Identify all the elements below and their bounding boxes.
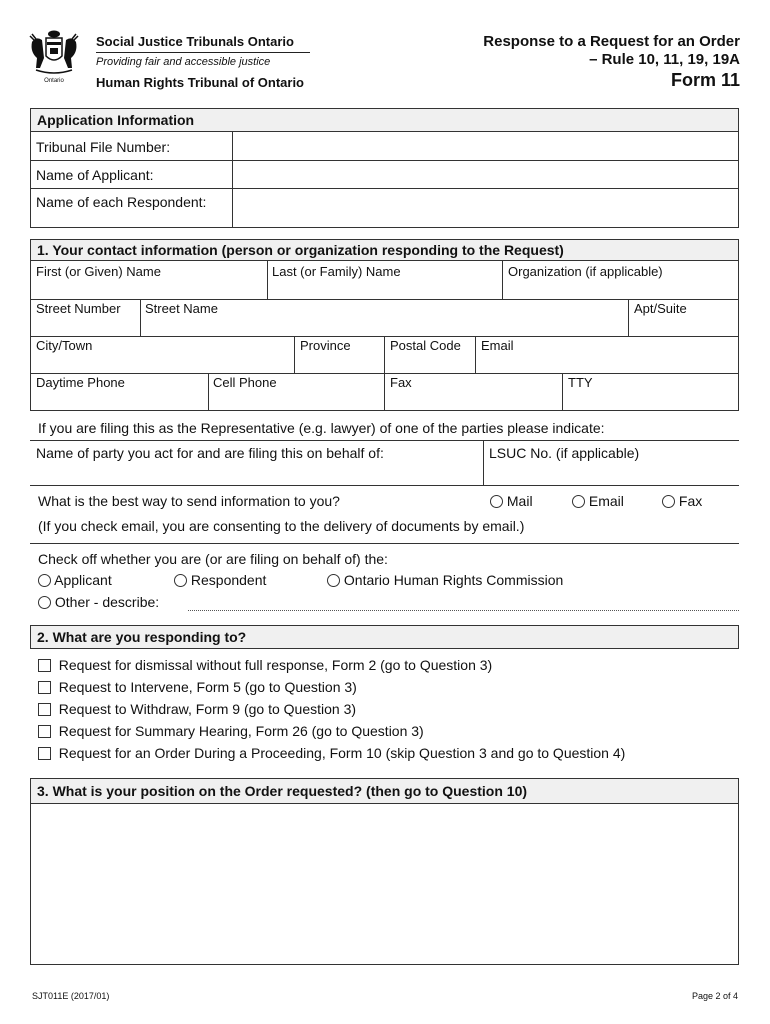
applicant-label: Name of Applicant: [36,167,154,183]
form-code: SJT011E (2017/01) [32,991,110,1001]
form-number: Form 11 [670,70,740,90]
position-answer-box[interactable] [30,803,739,965]
role-applicant-option[interactable]: Applicant [38,572,112,588]
response-option-intervene[interactable]: Request to Intervene, Form 5 (go to Question 3) [38,679,357,695]
section1-heading: 1. Your contact information (person or organization responding to the Request) [30,239,739,261]
intervene-checkbox[interactable] [38,681,51,694]
tribunal-name: Human Rights Tribunal of Ontario [96,75,304,90]
response-option-dismissal[interactable]: Request for dismissal without full response, Form 2 (go to Question 3) [38,657,492,673]
email-radio[interactable] [572,495,585,508]
org-name: Social Justice Tribunals Ontario [96,34,294,49]
role-question: Check off whether you are (or are filing on behalf of) the: [38,551,388,567]
other-describe-field[interactable] [188,610,739,611]
dismissal-checkbox[interactable] [38,659,51,672]
form-title-line1: Response to a Request for an Order [483,33,740,50]
send-mail-option[interactable]: Mail [490,493,533,509]
role-other-option[interactable]: Other - describe: [38,594,159,610]
fax-field[interactable]: Fax [390,375,412,390]
last-name-field[interactable]: Last (or Family) Name [272,264,401,279]
response-option-summary-hearing[interactable]: Request for Summary Hearing, Form 26 (go to Question 3) [38,723,424,739]
street-number-field[interactable]: Street Number [36,301,121,316]
role-ohrc-option[interactable]: Ontario Human Rights Commission [327,572,563,588]
email-field[interactable]: Email [481,338,514,353]
first-name-field[interactable]: First (or Given) Name [36,264,161,279]
organization-field[interactable]: Organization (if applicable) [508,264,663,279]
mail-radio[interactable] [490,495,503,508]
send-method-question: What is the best way to send information to you? [38,493,340,509]
page-number: Page 2 of 4 [691,991,738,1001]
application-info-heading: Application Information [30,108,739,132]
lsuc-number-field[interactable]: LSUC No. (if applicable) [489,445,640,461]
province-field[interactable]: Province [300,338,351,353]
apt-suite-field[interactable]: Apt/Suite [634,301,687,316]
respondent-label: Name of each Respondent: [36,194,207,210]
form-title-line2: – Rule 10, 11, 19, 19A [589,51,740,68]
party-name-field[interactable]: Name of party you act for and are filing this on behalf of: [36,445,384,461]
cell-phone-field[interactable]: Cell Phone [213,375,277,390]
applicant-radio[interactable] [38,574,51,587]
role-respondent-option[interactable]: Respondent [174,572,266,588]
tty-field[interactable]: TTY [568,375,593,390]
respondent-radio[interactable] [174,574,187,587]
representative-note: If you are filing this as the Representative (e.g. lawyer) of one of the parties please indicate: [38,420,605,436]
respondent-field[interactable] [236,190,736,226]
street-name-field[interactable]: Street Name [145,301,218,316]
header-divider [96,52,310,53]
file-number-field[interactable] [236,133,736,158]
response-option-withdraw[interactable]: Request to Withdraw, Form 9 (go to Question 3) [38,701,356,717]
send-email-option[interactable]: Email [572,493,624,509]
postal-code-field[interactable]: Postal Code [390,338,461,353]
withdraw-checkbox[interactable] [38,703,51,716]
daytime-phone-field[interactable]: Daytime Phone [36,375,125,390]
email-consent-note: (If you check email, you are consenting to the delivery of documents by email.) [38,518,525,534]
logo-text: Ontario [44,78,64,84]
ontario-coat-of-arms-logo [28,28,80,84]
file-number-label: Tribunal File Number: [36,139,171,155]
ohrc-radio[interactable] [327,574,340,587]
section3-heading: 3. What is your position on the Order requested? (then go to Question 10) [30,778,739,804]
fax-radio[interactable] [662,495,675,508]
send-fax-option[interactable]: Fax [662,493,702,509]
applicant-field[interactable] [236,162,736,186]
org-tagline: Providing fair and accessible justice [96,56,271,68]
section2-heading: 2. What are you responding to? [30,625,739,649]
other-radio[interactable] [38,596,51,609]
response-option-order[interactable]: Request for an Order During a Proceeding, Form 10 (skip Question 3 and go to Question 4) [38,745,625,761]
order-checkbox[interactable] [38,747,51,760]
summary-hearing-checkbox[interactable] [38,725,51,738]
city-field[interactable]: City/Town [36,338,93,353]
